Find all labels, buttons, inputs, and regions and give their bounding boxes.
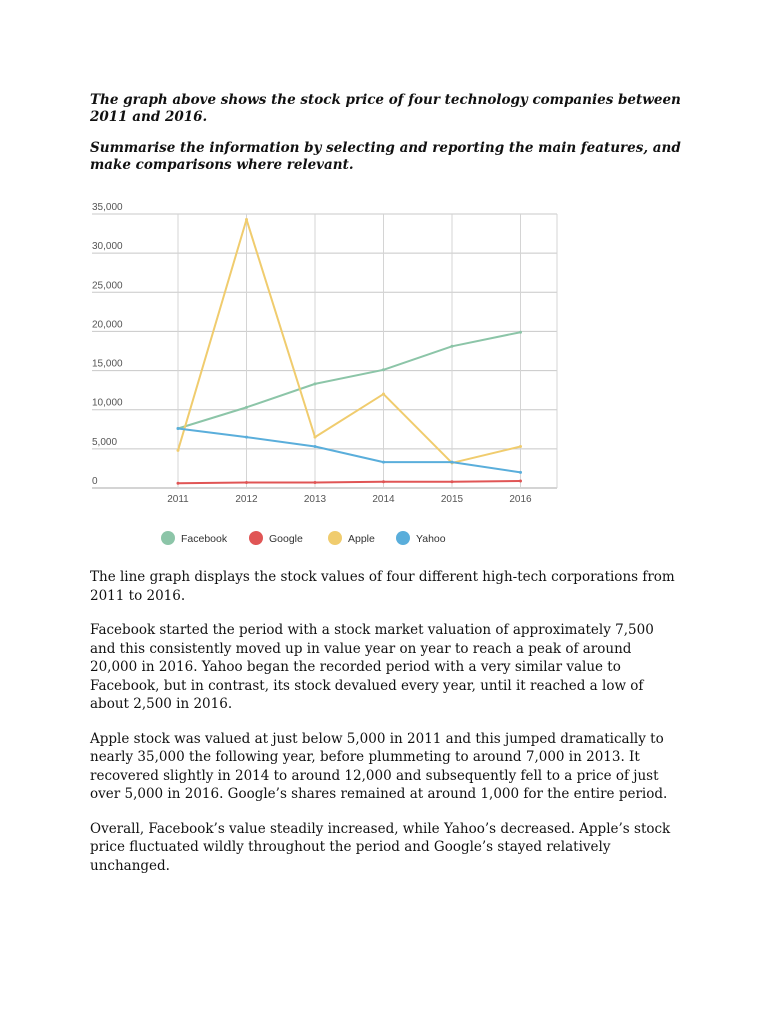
x-tick-label: 2011: [167, 494, 189, 505]
data-point-google: [519, 479, 522, 482]
data-point-yahoo: [245, 436, 248, 439]
data-point-apple: [519, 445, 522, 448]
data-point-apple: [177, 449, 180, 452]
chart-series: [177, 218, 523, 485]
x-tick-label: 2014: [372, 494, 395, 505]
data-point-yahoo: [519, 471, 522, 474]
y-tick-label: 30,000: [92, 241, 123, 253]
y-tick-label: 25,000: [92, 280, 123, 292]
series-line-google: [178, 481, 521, 483]
data-point-yahoo: [177, 427, 180, 430]
legend-swatch-apple: [328, 531, 342, 545]
data-point-facebook: [451, 345, 454, 348]
legend-label-yahoo: Yahoo: [416, 533, 446, 545]
y-tick-label: 35,000: [92, 202, 123, 213]
answer-paragraph-4: Overall, Facebook’s value steadily increased, while Yahoo’s decreased. Apple’s stock price fluctuated wildly throughout the period and Google’s stayed relatively unchanged.: [90, 820, 671, 874]
task-prompt-line-1: The graph above shows the stock price of four technology companies between 2011 and 2016.: [90, 92, 681, 125]
chart-grid: [92, 214, 557, 488]
data-point-yahoo: [382, 461, 385, 464]
legend-label-facebook: Facebook: [181, 533, 228, 545]
x-tick-label: 2012: [235, 494, 258, 505]
data-point-google: [245, 481, 248, 484]
legend-swatch-facebook: [161, 531, 175, 545]
chart-legend: [161, 531, 446, 545]
y-tick-label: 0: [92, 476, 98, 487]
series-line-facebook: [178, 332, 521, 428]
data-point-apple: [314, 436, 317, 439]
legend-label-google: Google: [269, 533, 303, 545]
data-point-facebook: [382, 368, 385, 371]
y-tick-label: 20,000: [92, 319, 123, 331]
answer-paragraph-3: Apple stock was valued at just below 5,000 in 2011 and this jumped dramatically to nearly 35,000 the following year, before plummeting to around 7,000 in 2013. It recovered slightly in 2014 to around 12,000 and subsequently fell to a price of just over 5,000 in 2016. Google’s shares remained at around 1,000 for the entire period.: [90, 730, 668, 802]
data-point-facebook: [314, 382, 317, 385]
model-answer: [90, 568, 680, 891]
data-point-google: [382, 480, 385, 483]
data-point-facebook: [519, 331, 522, 334]
task-prompt-line-2: Summarise the information by selecting and reporting the main features, and make comparisons where relevant.: [90, 140, 681, 173]
stock-price-line-chart: [80, 200, 570, 560]
y-tick-label: 5,000: [92, 436, 118, 448]
answer-paragraph-2: Facebook started the period with a stock market valuation of approximately 7,500 and this consistently moved up in value year on year to reach a peak of around 20,000 in 2016. Yahoo began the recorded period with a very similar value to Facebook, but in contrast, its stock devalued every year, until it reached a low of about 2,500 in 2016.: [90, 622, 654, 712]
data-point-yahoo: [451, 461, 454, 464]
legend-swatch-google: [249, 531, 263, 545]
y-tick-label: 15,000: [92, 358, 123, 370]
legend-label-apple: Apple: [348, 533, 375, 545]
data-point-facebook: [245, 406, 248, 409]
legend-swatch-yahoo: [396, 531, 410, 545]
data-point-google: [451, 480, 454, 483]
y-tick-label: 10,000: [92, 397, 123, 409]
series-line-apple: [178, 219, 521, 462]
data-point-apple: [245, 218, 248, 221]
x-tick-label: 2015: [440, 494, 464, 505]
x-tick-label: 2016: [509, 494, 532, 505]
data-point-google: [314, 481, 317, 484]
data-point-yahoo: [314, 445, 317, 448]
x-tick-label: 2013: [303, 494, 327, 505]
series-line-yahoo: [178, 429, 521, 473]
data-point-google: [177, 482, 180, 485]
task-prompt: [90, 92, 690, 188]
data-point-apple: [382, 393, 385, 396]
answer-paragraph-1: The line graph displays the stock values of four different high-tech corporations from 2011 to 2016.: [90, 569, 675, 604]
